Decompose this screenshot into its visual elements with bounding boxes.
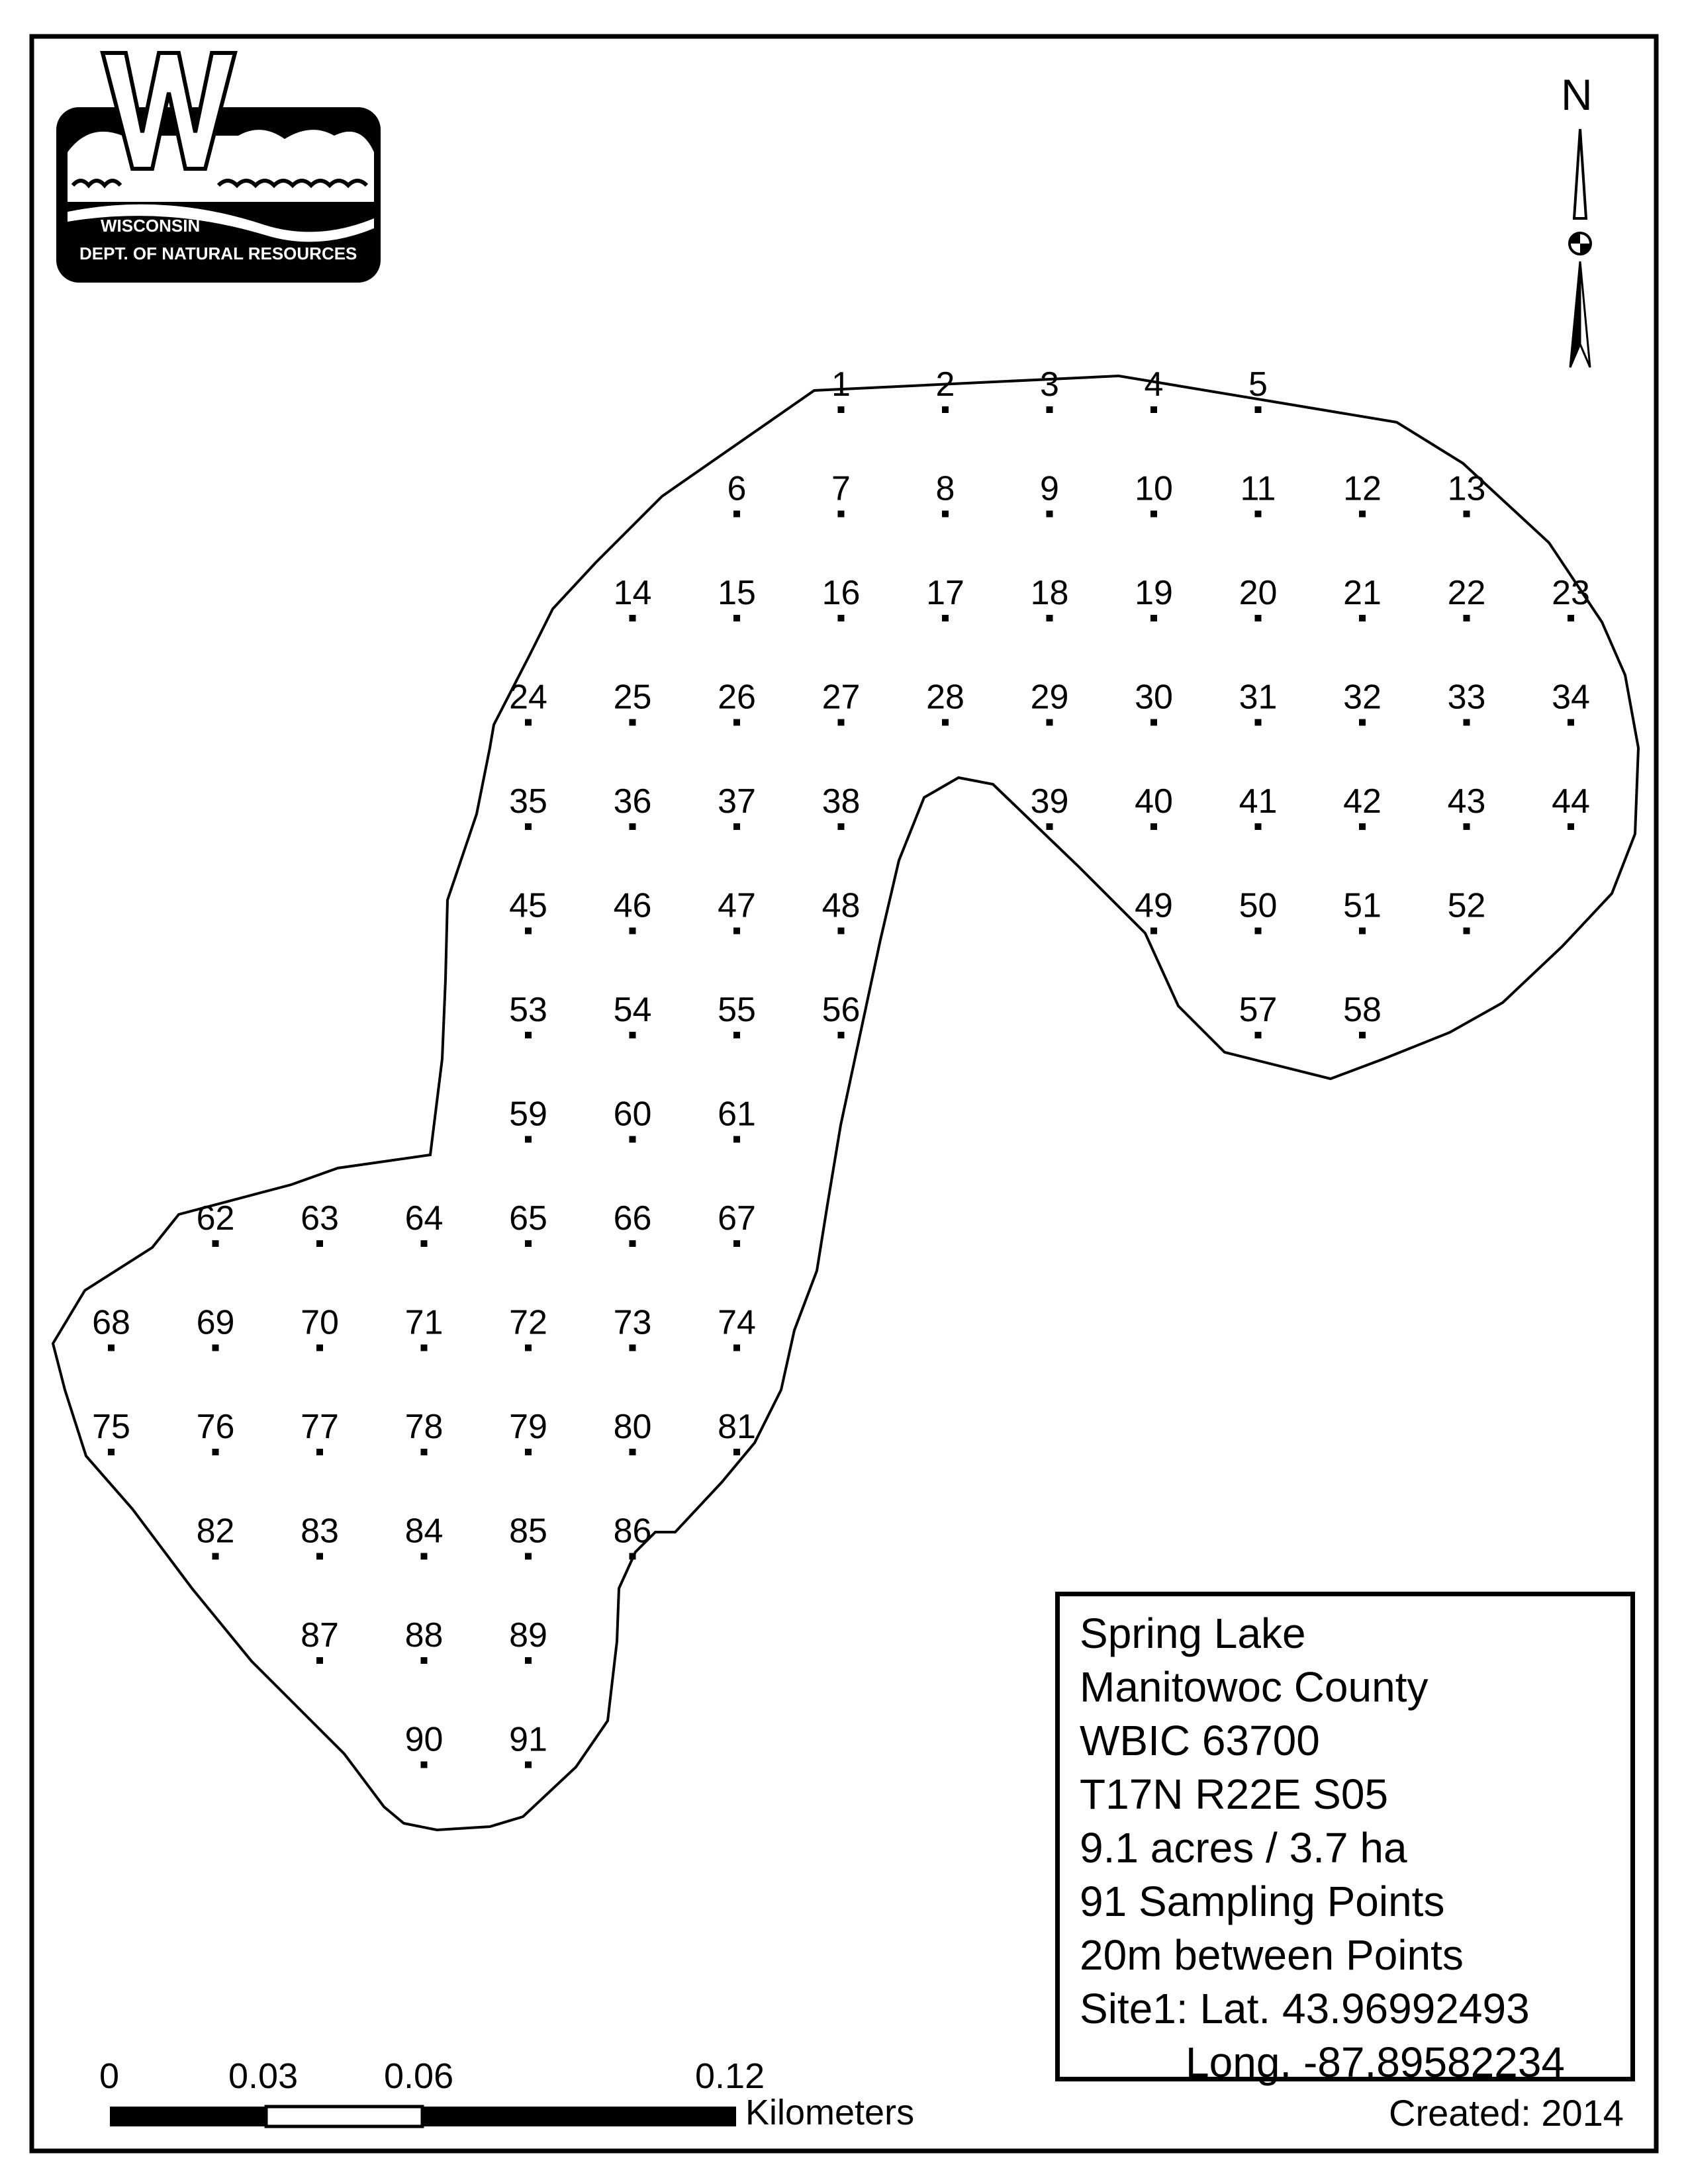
sampling-point-marker — [1359, 1032, 1366, 1038]
sampling-point-label: 53 — [509, 991, 547, 1029]
sampling-point-marker — [316, 1345, 323, 1351]
sampling-point-label: 45 — [509, 886, 547, 925]
sampling-point-label: 56 — [821, 991, 861, 1029]
sampling-point-marker — [733, 1240, 740, 1247]
sampling-point-marker — [1464, 719, 1470, 726]
sampling-point-label: 63 — [301, 1199, 339, 1238]
sampling-point-marker — [733, 928, 740, 934]
sampling-point-label: 12 — [1343, 469, 1382, 508]
sampling-point-marker — [421, 1345, 428, 1351]
sampling-point-label: 49 — [1135, 886, 1173, 925]
sampling-point-label: 83 — [301, 1512, 339, 1551]
sampling-point-marker — [1255, 1032, 1262, 1038]
sampling-point-marker — [1359, 823, 1366, 830]
sampling-point-marker — [838, 1032, 845, 1038]
sampling-point-label: 29 — [1030, 678, 1069, 717]
sampling-point-marker — [1255, 823, 1262, 830]
info-longitude: Long. -87.89582234 — [1080, 2038, 1565, 2086]
sampling-point-marker — [1150, 615, 1157, 621]
sampling-point-marker — [1359, 511, 1366, 518]
sampling-point-marker — [942, 615, 949, 621]
sampling-point-label: 70 — [301, 1303, 339, 1342]
sampling-point-marker — [630, 1032, 636, 1038]
sampling-point-label: 78 — [404, 1408, 444, 1446]
sampling-point-label: 71 — [404, 1303, 444, 1342]
sampling-point-label: 26 — [718, 678, 756, 717]
sampling-point-label: 38 — [821, 782, 861, 821]
info-county: Manitowoc County — [1080, 1663, 1429, 1711]
sampling-point-marker — [212, 1240, 219, 1247]
sampling-point-marker — [733, 1136, 740, 1143]
sampling-point-label: 86 — [613, 1512, 652, 1551]
sampling-point-marker — [838, 406, 845, 413]
sampling-point-label: 11 — [1240, 469, 1276, 508]
wisconsin-dnr-logo — [56, 53, 381, 283]
sampling-point-label: 67 — [718, 1199, 756, 1238]
logo-sky — [68, 130, 374, 202]
sampling-point-marker — [525, 1240, 532, 1247]
sampling-point-marker — [1047, 615, 1053, 621]
north-arrow-lower-right — [1580, 261, 1590, 367]
north-arrow-lower-left — [1570, 261, 1580, 367]
sampling-point-marker — [630, 823, 636, 830]
sampling-point-label: 41 — [1239, 782, 1278, 821]
sampling-point-label: 61 — [718, 1095, 756, 1134]
sampling-point-label: 82 — [196, 1512, 235, 1551]
sampling-point-label: 77 — [301, 1408, 339, 1446]
scale-tick-3: 0.12 — [695, 2056, 765, 2096]
scale-unit-label: Kilometers — [745, 2093, 915, 2132]
north-arrow-icon — [1570, 129, 1591, 367]
sampling-point-marker — [525, 1553, 532, 1560]
sampling-point-marker — [212, 1553, 219, 1560]
sampling-point-marker — [942, 719, 949, 726]
sampling-point-label: 75 — [92, 1408, 130, 1446]
sampling-point-marker — [630, 1449, 636, 1455]
north-arrow-upper — [1574, 129, 1586, 218]
sampling-point-label: 6 — [727, 469, 747, 508]
sampling-point-marker — [1150, 928, 1157, 934]
sampling-point-marker — [733, 1449, 740, 1455]
sampling-point-label: 21 — [1343, 574, 1382, 612]
sampling-point-marker — [316, 1553, 323, 1560]
sampling-point-label: 32 — [1343, 678, 1382, 717]
sampling-point-label: 19 — [1135, 574, 1173, 612]
sampling-point-marker — [1359, 928, 1366, 934]
sampling-point-marker — [108, 1345, 115, 1351]
sampling-point-label: 87 — [301, 1616, 339, 1655]
sampling-point-label: 65 — [509, 1199, 547, 1238]
sampling-point-label: 39 — [1030, 782, 1069, 821]
sampling-point-marker — [525, 1449, 532, 1455]
sampling-point-label: 84 — [404, 1512, 444, 1551]
sampling-point-label: 74 — [718, 1303, 756, 1342]
sampling-point-marker — [421, 1449, 428, 1455]
info-township: T17N R22E S05 — [1080, 1770, 1389, 1818]
sampling-point-marker — [630, 719, 636, 726]
sampling-point-label: 30 — [1135, 678, 1173, 717]
sampling-point-label: 72 — [509, 1303, 547, 1342]
sampling-point-label: 91 — [509, 1720, 547, 1759]
sampling-point-label: 88 — [404, 1616, 444, 1655]
sampling-point-marker — [1464, 823, 1470, 830]
info-latitude: Site1: Lat. 43.96992493 — [1080, 1985, 1530, 2032]
sampling-point-label: 2 — [935, 365, 955, 404]
sampling-point-label: 62 — [196, 1199, 235, 1238]
sampling-point-marker — [1255, 928, 1262, 934]
sampling-point-marker — [212, 1345, 219, 1351]
sampling-point-marker — [525, 1136, 532, 1143]
sampling-point-marker — [733, 511, 740, 518]
info-points-count: 91 Sampling Points — [1080, 1878, 1445, 1925]
sampling-point-label: 81 — [718, 1408, 756, 1446]
sampling-point-marker — [733, 823, 740, 830]
sampling-point-label: 48 — [821, 886, 861, 925]
sampling-point-marker — [838, 928, 845, 934]
sampling-point-marker — [838, 511, 845, 518]
sampling-point-marker — [1464, 615, 1470, 621]
sampling-point-label: 14 — [613, 574, 652, 612]
sampling-point-marker — [838, 823, 845, 830]
sampling-point-label: 9 — [1040, 469, 1059, 508]
north-label: N — [1561, 70, 1593, 119]
sampling-point-label: 15 — [718, 574, 756, 612]
sampling-point-label: 1 — [831, 365, 851, 404]
sampling-point-marker — [421, 1553, 428, 1560]
sampling-point-marker — [942, 406, 949, 413]
scale-bar-segment-3 — [422, 2107, 736, 2126]
sampling-point-label: 66 — [613, 1199, 652, 1238]
scale-tick-2: 0.06 — [384, 2056, 454, 2096]
sampling-point-label: 5 — [1248, 365, 1268, 404]
sampling-point-label: 23 — [1552, 574, 1590, 612]
sampling-point-marker — [316, 1449, 323, 1455]
info-area: 9.1 acres / 3.7 ha — [1080, 1824, 1407, 1872]
sampling-point-label: 42 — [1343, 782, 1382, 821]
sampling-point-label: 73 — [613, 1303, 652, 1342]
sampling-point-label: 33 — [1447, 678, 1486, 717]
sampling-point-label: 27 — [821, 678, 861, 717]
sampling-point-marker — [1150, 823, 1157, 830]
sampling-point-label: 60 — [613, 1095, 652, 1134]
sampling-point-marker — [1150, 511, 1157, 518]
sampling-point-label: 47 — [718, 886, 756, 925]
sampling-point-marker — [108, 1449, 115, 1455]
scale-bar — [110, 2107, 736, 2126]
sampling-point-marker — [1464, 928, 1470, 934]
sampling-point-marker — [421, 1762, 428, 1768]
sampling-point-marker — [733, 1345, 740, 1351]
created-date: Created: 2014 — [1389, 2092, 1624, 2134]
sampling-point-marker — [1568, 823, 1574, 830]
sampling-point-marker — [1568, 719, 1574, 726]
sampling-point-label: 7 — [831, 469, 851, 508]
sampling-point-marker — [1255, 511, 1262, 518]
sampling-point-label: 55 — [718, 991, 756, 1029]
sampling-point-label: 46 — [613, 886, 652, 925]
sampling-point-label: 34 — [1552, 678, 1590, 717]
sampling-point-marker — [1255, 615, 1262, 621]
sampling-point-marker — [733, 1032, 740, 1038]
sampling-point-marker — [525, 1032, 532, 1038]
sampling-point-marker — [1255, 719, 1262, 726]
sampling-point-label: 8 — [935, 469, 955, 508]
sampling-point-marker — [733, 615, 740, 621]
sampling-point-label: 79 — [509, 1408, 547, 1446]
sampling-point-marker — [1047, 823, 1053, 830]
sampling-point-marker — [838, 615, 845, 621]
sampling-point-marker — [212, 1449, 219, 1455]
scale-bar-segment-1 — [110, 2107, 266, 2126]
logo-text-line2: DEPT. OF NATURAL RESOURCES — [79, 244, 357, 263]
sampling-point-marker — [421, 1657, 428, 1664]
sampling-point-marker — [838, 719, 845, 726]
sampling-point-label: 51 — [1343, 886, 1382, 925]
sampling-point-marker — [525, 719, 532, 726]
info-spacing: 20m between Points — [1080, 1931, 1464, 1979]
sampling-point-label: 59 — [509, 1095, 547, 1134]
sampling-point-label: 43 — [1447, 782, 1486, 821]
sampling-point-marker — [525, 1762, 532, 1768]
sampling-point-label: 69 — [196, 1303, 235, 1342]
sampling-point-marker — [630, 1553, 636, 1560]
sampling-point-marker — [630, 615, 636, 621]
sampling-point-label: 4 — [1144, 365, 1164, 404]
info-lake-name: Spring Lake — [1080, 1610, 1306, 1657]
sampling-point-label: 40 — [1135, 782, 1173, 821]
sampling-point-marker — [630, 1136, 636, 1143]
sampling-point-label: 31 — [1239, 678, 1278, 717]
sampling-point-label: 3 — [1040, 365, 1059, 404]
sampling-point-label: 28 — [926, 678, 964, 717]
sampling-point-marker — [1568, 615, 1574, 621]
sampling-point-label: 52 — [1447, 886, 1486, 925]
sampling-point-marker — [1047, 511, 1053, 518]
info-wbic: WBIC 63700 — [1080, 1717, 1320, 1764]
scale-tick-1: 0.03 — [228, 2056, 299, 2096]
scale-tick-0: 0 — [99, 2056, 120, 2096]
sampling-point-label: 57 — [1239, 991, 1278, 1029]
sampling-point-label: 16 — [821, 574, 861, 612]
sampling-point-marker — [525, 928, 532, 934]
sampling-point-marker — [1464, 511, 1470, 518]
sampling-point-label: 13 — [1447, 469, 1486, 508]
sampling-point-marker — [1047, 719, 1053, 726]
sampling-point-label: 64 — [404, 1199, 444, 1238]
sampling-point-label: 68 — [92, 1303, 130, 1342]
sampling-point-label: 90 — [404, 1720, 444, 1759]
sampling-point-label: 20 — [1239, 574, 1278, 612]
logo-text-line1: WISCONSIN — [101, 216, 201, 236]
sampling-point-marker — [525, 823, 532, 830]
sampling-point-label: 85 — [509, 1512, 547, 1551]
sampling-point-label: 89 — [509, 1616, 547, 1655]
sampling-point-marker — [525, 1345, 532, 1351]
sampling-point-label: 80 — [613, 1408, 652, 1446]
sampling-point-marker — [942, 511, 949, 518]
sampling-point-label: 35 — [509, 782, 547, 821]
sampling-point-marker — [1150, 719, 1157, 726]
sampling-point-label: 18 — [1030, 574, 1069, 612]
sampling-point-marker — [630, 1345, 636, 1351]
sampling-point-label: 22 — [1447, 574, 1486, 612]
sampling-point-marker — [421, 1240, 428, 1247]
sampling-point-marker — [630, 1240, 636, 1247]
sampling-point-marker — [1359, 615, 1366, 621]
sampling-point-marker — [630, 928, 636, 934]
sampling-point-label: 36 — [613, 782, 652, 821]
sampling-point-label: 25 — [613, 678, 652, 717]
sampling-point-marker — [1359, 719, 1366, 726]
sampling-point-label: 24 — [509, 678, 547, 717]
sampling-point-label: 54 — [613, 991, 652, 1029]
sampling-point-label: 50 — [1239, 886, 1278, 925]
sampling-point-label: 76 — [196, 1408, 235, 1446]
sampling-point-marker — [733, 719, 740, 726]
sampling-point-marker — [1047, 406, 1053, 413]
sampling-point-label: 58 — [1343, 991, 1382, 1029]
sampling-point-label: 10 — [1135, 469, 1173, 508]
sampling-point-label: 17 — [926, 574, 964, 612]
lake-info-box — [1055, 1592, 1635, 2086]
sampling-point-label: 44 — [1552, 782, 1590, 821]
sampling-point-label: 37 — [718, 782, 756, 821]
sampling-point-marker — [1150, 406, 1157, 413]
sampling-point-marker — [525, 1657, 532, 1664]
scale-bar-segment-2 — [266, 2107, 422, 2126]
sampling-point-marker — [316, 1657, 323, 1664]
sampling-point-marker — [1255, 406, 1262, 413]
sampling-point-marker — [316, 1240, 323, 1247]
